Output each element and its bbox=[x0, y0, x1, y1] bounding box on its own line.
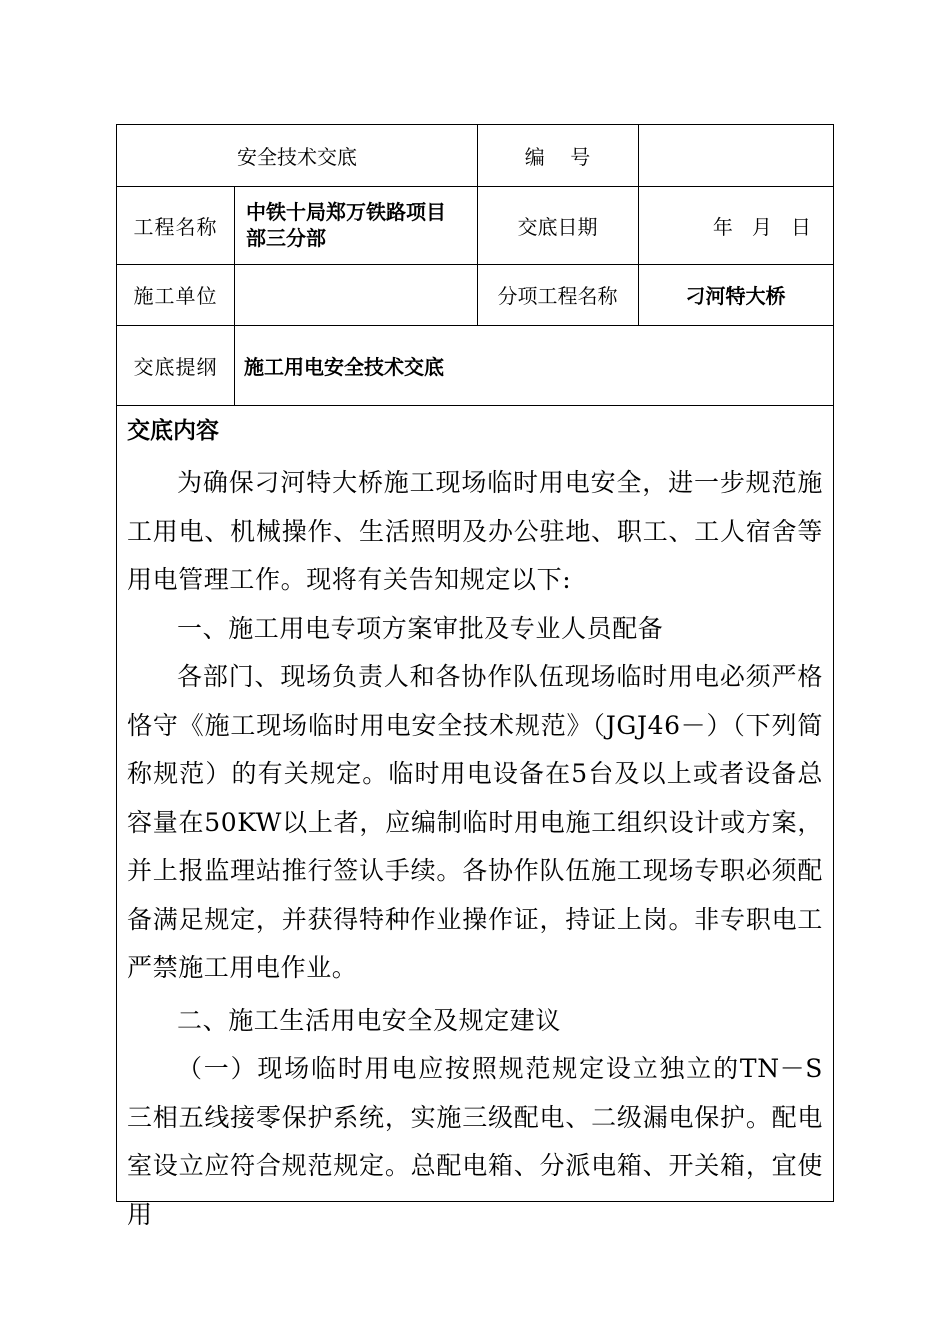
disclosure-form bbox=[116, 124, 834, 1229]
row-title bbox=[117, 125, 833, 187]
content-paragraph: 二、施工生活用电安全及规定建议 bbox=[177, 1005, 562, 1035]
project-value: 中铁十局郑万铁路项目部三分部 bbox=[246, 200, 446, 250]
form-title: 安全技术交底 bbox=[237, 145, 357, 169]
content-paragraph: 为确保刁河特大桥施工现场临时用电安全，进一步规范施工用电、机械操作、生活照明及办公驻地、职工、工人宿舍等用电管理工作。现将有关告知规定以下: bbox=[127, 468, 823, 594]
outline-value: 施工用电安全技术交底 bbox=[244, 354, 444, 379]
outline-label: 交底提纲 bbox=[133, 354, 218, 379]
content-paragraph: （一）现场临时用电应按照规范规定设立独立的TN－S三相五线接零保护系统，实施三级配电、二级漏电保护。配电室设立应符合规范规定。总配电箱、分派电箱、开关箱，宜使用 bbox=[127, 1054, 823, 1229]
row-unit bbox=[117, 264, 833, 326]
content-heading: 交底内容 bbox=[127, 417, 219, 444]
date-value: 年 月 日 bbox=[712, 214, 811, 239]
subproject-label: 分项工程名称 bbox=[497, 284, 618, 308]
content-paragraph: 各部门、现场负责人和各协作队伍现场临时用电必须严格恪守《施工现场临时用电安全技术规范》（JGJ46－）（下列简称规范）的有关规定。临时用电设备在5台及以上或者设备总容量在50KW以上者，应编制临时用电施工组织设计或方案，并上报监理站推行签认手续。各协作队伍施工现场专职必须配备满足规定，并获得特种作业操作证，持证上岗。非专职电工严禁施工用电作业。 bbox=[127, 662, 823, 982]
content-paragraph: 一、施工用电专项方案审批及专业人员配备 bbox=[177, 613, 664, 643]
date-label: 交底日期 bbox=[517, 214, 598, 239]
project-label: 工程名称 bbox=[133, 214, 218, 239]
subproject-value: 刁河特大桥 bbox=[685, 284, 786, 308]
unit-label: 施工单位 bbox=[133, 284, 218, 308]
row-project bbox=[117, 186, 833, 265]
row-outline bbox=[117, 325, 833, 406]
unit-value bbox=[234, 264, 477, 325]
number-label: 编 号 bbox=[524, 145, 591, 169]
number-value bbox=[638, 125, 833, 186]
disclosure-content bbox=[117, 405, 833, 1229]
